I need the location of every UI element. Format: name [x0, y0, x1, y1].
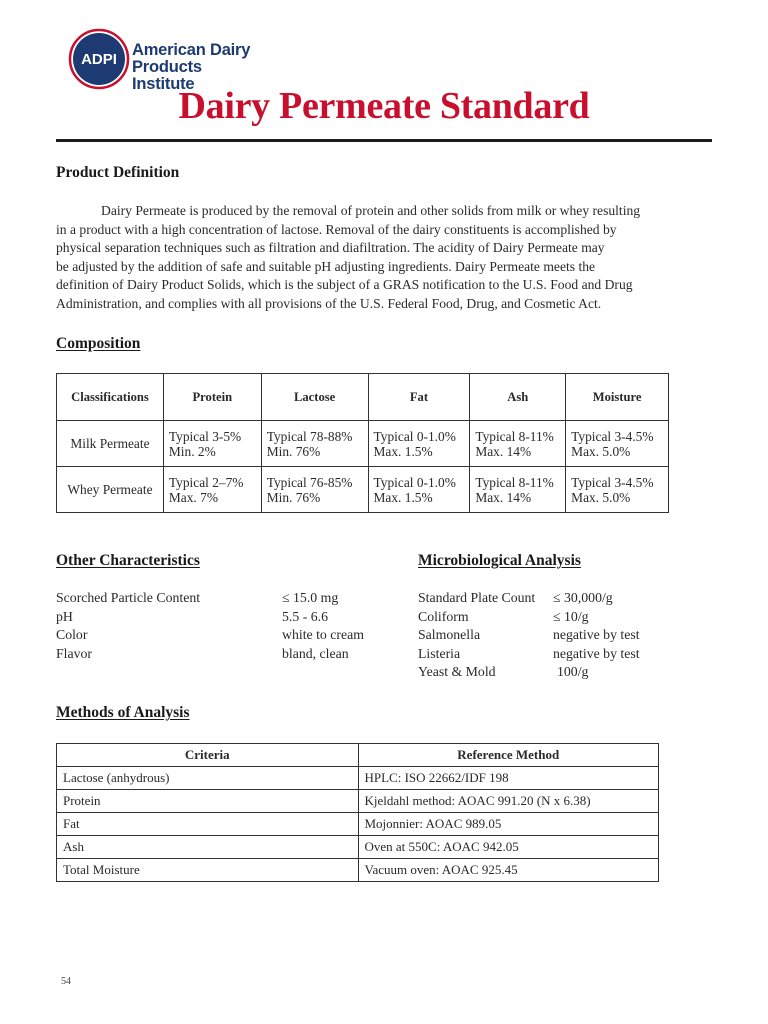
- composition-column-header: Lactose: [261, 374, 368, 421]
- characteristic-label: Scorched Particle Content: [56, 590, 201, 605]
- composition-cell-line: Typical 76-85%: [266, 474, 353, 490]
- composition-cell: [368, 467, 470, 513]
- composition-cell-line: Typical 2–7%: [168, 474, 244, 490]
- methods-column-header: Reference Method: [358, 744, 659, 767]
- adpi-logo-mark: [68, 28, 132, 92]
- criteria-cell: Protein: [57, 790, 359, 813]
- methods-row: [57, 767, 659, 790]
- criteria-cell: Lactose (anhydrous): [57, 767, 359, 790]
- definition-line: physical separation techniques such as filtration and diafiltration. The acidity of Dairy Permeate may: [56, 240, 605, 256]
- methods-table: [56, 743, 659, 882]
- micro-value: negative by test: [553, 645, 640, 661]
- composition-cell-line: Typical 3-4.5%: [571, 474, 654, 490]
- composition-cell-line: Max. 7%: [168, 489, 218, 505]
- definition-line: in a product with a high concentration of lactose. Removal of the dairy constituents is accomplished by: [56, 221, 617, 237]
- definition-line: definition of Dairy Product Solids, which is the subject of a GRAS notification to the U.S. Food and Drug: [56, 277, 633, 293]
- composition-cell-line: Typical 0-1.0%: [373, 428, 456, 444]
- reference-method-cell: Mojonnier: AOAC 989.05: [358, 813, 659, 836]
- characteristic-value: bland, clean: [282, 645, 349, 661]
- logo-name-line2: Products Institute: [132, 58, 202, 93]
- title-rule: [56, 139, 712, 142]
- composition-cell-line: Max. 14%: [475, 489, 532, 505]
- composition-heading: Composition: [56, 335, 141, 352]
- methods-row: [57, 813, 659, 836]
- characteristic-label: pH: [56, 608, 73, 624]
- definition-line: be adjusted by the addition of safe and suitable pH adjusting ingredients. Dairy Permeate meets the: [56, 258, 596, 274]
- composition-table: [56, 373, 669, 513]
- methods-header-row: [57, 744, 659, 767]
- micro-label: Listeria: [418, 645, 461, 661]
- composition-column-header: Fat: [368, 374, 470, 421]
- composition-row: [57, 421, 669, 467]
- composition-cell-line: Max. 5.0%: [571, 489, 631, 505]
- composition-cell-line: Min. 2%: [168, 443, 216, 459]
- reference-method-cell: Oven at 550C: AOAC 942.05: [358, 836, 659, 859]
- methods-row: [57, 836, 659, 859]
- micro-label: Salmonella: [418, 627, 481, 643]
- logo-name-line1: American Dairy: [132, 41, 251, 59]
- composition-cell-line: Max. 1.5%: [373, 489, 433, 505]
- composition-cell-line: Max. 14%: [475, 443, 532, 459]
- micro-value: 100/g: [557, 664, 589, 680]
- characteristic-label: Color: [56, 627, 88, 643]
- composition-column-header: Protein: [163, 374, 261, 421]
- composition-cell-line: Typical 78-88%: [266, 428, 353, 444]
- microbiological-heading: Microbiological Analysis: [418, 552, 581, 569]
- composition-cell: [163, 421, 261, 467]
- composition-cell: [470, 421, 566, 467]
- other-characteristics-heading: Other Characteristics: [56, 552, 200, 569]
- methods-heading: Methods of Analysis: [56, 704, 190, 721]
- reference-method-cell: Kjeldahl method: AOAC 991.20 (N x 6.38): [358, 790, 659, 813]
- characteristic-value: 5.5 - 6.6: [282, 608, 328, 624]
- composition-header-row: [57, 374, 669, 421]
- definition-line: Dairy Permeate is produced by the removal of protein and other solids from milk or whey resulting: [101, 203, 641, 218]
- micro-value: ≤ 30,000/g: [553, 590, 613, 605]
- composition-cell-line: Typical 8-11%: [475, 474, 554, 490]
- classification-cell: Whey Permeate: [57, 467, 164, 513]
- composition-cell: [368, 421, 470, 467]
- criteria-cell: Ash: [57, 836, 359, 859]
- composition-column-header: Ash: [470, 374, 566, 421]
- composition-column-header: Moisture: [566, 374, 669, 421]
- classification-cell: Milk Permeate: [57, 421, 164, 467]
- page-title: Dairy Permeate Standard: [178, 85, 590, 127]
- micro-value: ≤ 10/g: [553, 608, 589, 624]
- composition-cell-line: Max. 1.5%: [373, 443, 433, 459]
- composition-column-header: Classifications: [57, 374, 164, 421]
- micro-label: Standard Plate Count: [418, 590, 536, 605]
- product-definition-heading: Product Definition: [56, 164, 180, 181]
- micro-value: negative by test: [553, 627, 640, 643]
- composition-row: [57, 467, 669, 513]
- reference-method-cell: Vacuum oven: AOAC 925.45: [358, 859, 659, 882]
- composition-cell: [470, 467, 566, 513]
- page-number: 54: [61, 976, 71, 987]
- characteristic-value: white to cream: [282, 627, 364, 643]
- methods-column-header: Criteria: [57, 744, 359, 767]
- composition-cell-line: Typical 3-4.5%: [571, 428, 654, 444]
- characteristic-value: ≤ 15.0 mg: [282, 590, 339, 605]
- composition-cell: [261, 467, 368, 513]
- micro-label: Yeast & Mold: [418, 664, 496, 680]
- methods-row: [57, 859, 659, 882]
- composition-cell-line: Typical 0-1.0%: [373, 474, 456, 490]
- composition-cell-line: Min. 76%: [266, 489, 321, 505]
- product-definition-text: [56, 202, 704, 314]
- criteria-cell: Fat: [57, 813, 359, 836]
- composition-cell-line: Typical 3-5%: [168, 428, 242, 444]
- adpi-logo: [68, 28, 268, 92]
- composition-cell-line: Max. 5.0%: [571, 443, 631, 459]
- composition-cell: [261, 421, 368, 467]
- micro-label: Coliform: [418, 608, 469, 624]
- characteristic-label: Flavor: [56, 645, 93, 661]
- criteria-cell: Total Moisture: [57, 859, 359, 882]
- methods-row: [57, 790, 659, 813]
- composition-cell-line: Min. 76%: [266, 443, 321, 459]
- definition-line: Administration, and complies with all provisions of the U.S. Federal Food, Drug, and Cosmetic Act.: [56, 295, 602, 311]
- composition-cell-line: Typical 8-11%: [475, 428, 554, 444]
- logo-abbr: ADPI: [81, 51, 117, 68]
- composition-cell: [566, 421, 669, 467]
- reference-method-cell: HPLC: ISO 22662/IDF 198: [358, 767, 659, 790]
- composition-cell: [566, 467, 669, 513]
- composition-cell: [163, 467, 261, 513]
